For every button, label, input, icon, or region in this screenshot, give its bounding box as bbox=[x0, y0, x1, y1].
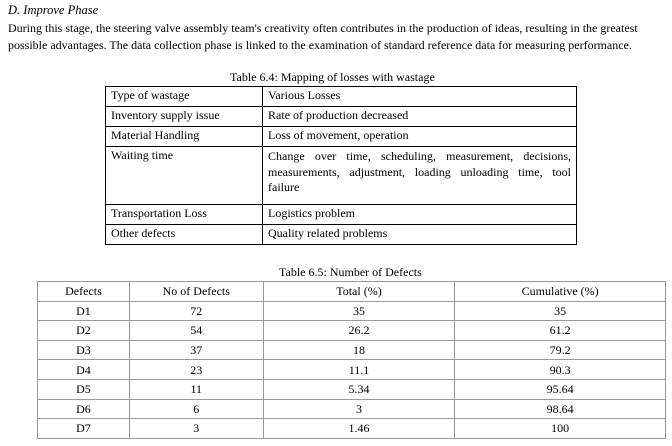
table-row bbox=[38, 399, 666, 419]
table-row bbox=[106, 225, 577, 245]
table-cell: D3 bbox=[38, 340, 130, 360]
table-header-row bbox=[106, 87, 577, 107]
table-cell: 54 bbox=[129, 321, 263, 341]
table-cell: D6 bbox=[38, 399, 130, 419]
table-cell: 100 bbox=[455, 419, 666, 439]
table-cell: D4 bbox=[38, 360, 130, 380]
table-cell: D2 bbox=[38, 321, 130, 341]
table-cell: 6 bbox=[129, 399, 263, 419]
table-cell: 18 bbox=[263, 340, 455, 360]
table-cell: Change over time, scheduling, measurement, decisions, measurements, adjustment, loading unloading time, tool failure bbox=[263, 147, 577, 205]
defects-table bbox=[37, 281, 666, 439]
table-header-cell: Defects bbox=[38, 282, 130, 302]
table-cell: Material Handling bbox=[106, 127, 263, 147]
table-cell: 23 bbox=[129, 360, 263, 380]
table-cell: 35 bbox=[263, 301, 455, 321]
table-row bbox=[38, 321, 666, 341]
table-cell: Inventory supply issue bbox=[106, 107, 263, 127]
table-row bbox=[38, 360, 666, 380]
table-cell: Loss of movement, operation bbox=[263, 127, 577, 147]
table-cell: 3 bbox=[263, 399, 455, 419]
table-row bbox=[106, 147, 577, 205]
table-cell: Logistics problem bbox=[263, 205, 577, 225]
table-cell: Rate of production decreased bbox=[263, 107, 577, 127]
table-header-cell: Type of wastage bbox=[106, 87, 263, 107]
table-cell: 98.64 bbox=[455, 399, 666, 419]
table-cell: 5.34 bbox=[263, 379, 455, 399]
wastage-mapping-table bbox=[105, 86, 577, 245]
table-cell: D5 bbox=[38, 379, 130, 399]
table-cell: 11.1 bbox=[263, 360, 455, 380]
table-cell: 37 bbox=[129, 340, 263, 360]
table-cell: 72 bbox=[129, 301, 263, 321]
body-paragraph bbox=[8, 20, 672, 53]
table-row bbox=[38, 301, 666, 321]
table-cell: 26.2 bbox=[263, 321, 455, 341]
paragraph-line: During this stage, the steering valve assembly team's creativity often contributes in the production of ideas, resulting in the greatest bbox=[8, 21, 638, 35]
table-row bbox=[106, 127, 577, 147]
table-row bbox=[106, 205, 577, 225]
table-cell: Other defects bbox=[106, 225, 263, 245]
table-row bbox=[38, 340, 666, 360]
table-row bbox=[106, 107, 577, 127]
table-cell: D1 bbox=[38, 301, 130, 321]
section-heading: D. Improve Phase bbox=[8, 3, 99, 17]
table-cell: Transportation Loss bbox=[106, 205, 263, 225]
table-row bbox=[38, 379, 666, 399]
table-cell: 11 bbox=[129, 379, 263, 399]
table-cell: Waiting time bbox=[106, 147, 263, 205]
table-row bbox=[38, 419, 666, 439]
table-cell: 35 bbox=[455, 301, 666, 321]
table-cell: Quality related problems bbox=[263, 225, 577, 245]
table-header-cell: No of Defects bbox=[129, 282, 263, 302]
table-cell: 95.64 bbox=[455, 379, 666, 399]
table-cell: 61.2 bbox=[455, 321, 666, 341]
table-header-cell: Cumulative (%) bbox=[455, 282, 666, 302]
table-header-cell: Various Losses bbox=[263, 87, 577, 107]
table-cell: D7 bbox=[38, 419, 130, 439]
table-header-cell: Total (%) bbox=[263, 282, 455, 302]
table-cell: 1.46 bbox=[263, 419, 455, 439]
table-header-row bbox=[38, 282, 666, 302]
table-cell: 90.3 bbox=[455, 360, 666, 380]
paragraph-line: possible advantages. The data collection phase is linked to the examination of standard reference data for measuring performance. bbox=[8, 37, 632, 52]
table-cell: 79.2 bbox=[455, 340, 666, 360]
table1-caption: Table 6.4: Mapping of losses with wastage bbox=[230, 70, 435, 84]
table-cell: 3 bbox=[129, 419, 263, 439]
table2-caption: Table 6.5: Number of Defects bbox=[279, 265, 422, 279]
